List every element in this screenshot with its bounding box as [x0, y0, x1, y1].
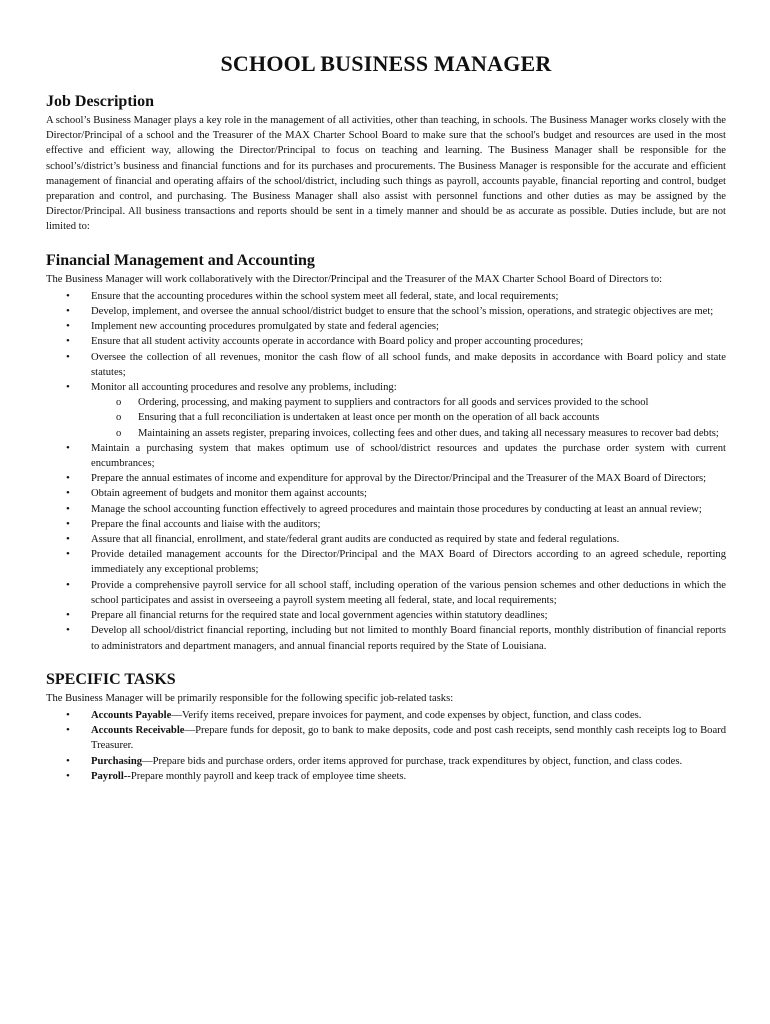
- list-item-text: Monitor all accounting procedures and resolve any problems, including:: [91, 382, 397, 394]
- list-item: • Provide detailed management accounts for the Director/Principal and the MAX Board of Directors according to an agreed schedule, reporting immediately any exceptional problems;: [46, 547, 726, 577]
- financial-intro: The Business Manager will work collaboratively with the Director/Principal and the Treasurer of the MAX Charter School Board of Directors to:: [46, 273, 663, 285]
- list-item: • Prepare all financial returns for the required state and local government agencies within statutory deadlines;: [46, 608, 726, 623]
- list-item: • Ensure that all student activity accounts operate in accordance with Board policy and proper accounting procedures;: [46, 334, 726, 349]
- task-label: Accounts Receivable: [91, 725, 185, 737]
- document-page: [46, 50, 726, 784]
- list-item: • Ensure that the accounting procedures within the school system meet all federal, state, and local requirements;: [46, 289, 726, 304]
- financial-heading: Financial Management and Accounting: [46, 251, 315, 269]
- list-item: [46, 723, 726, 753]
- sub-list-item: o Ordering, processing, and making payment to suppliers and contractors for all goods and services provided to the school: [91, 395, 726, 410]
- list-item: • Obtain agreement of budgets and monitor them against accounts;: [46, 486, 726, 501]
- specific-tasks-list: [46, 708, 726, 784]
- job-description-text: A school’s Business Manager plays a key role in the management of all activities, other than teaching, in schools. The Business Manager works closely with the Director/Principal of a school and the Treasurer of the MAX Charter School Board to make sure that the school's budget and resources are used in the most effective and efficient way, allowing the Director/Principal to focus on teaching and learning. The Business Manager shall be responsible for the school’s/district’s business and financial functions and for its purchases and procurements. The Business Manager is responsible for the accurate and efficient management of financial and operating affairs of the school/district, including such things as payroll, accounts payable, financial reporting and control, budget preparation and control, and purchasing. The Business Manager shall also assist with personnel functions and other duties as may be assigned by the Director/Principal. All business transactions and reports should be sent in a timely manner and should be as accurate as possible. Duties include, but are not limited to:: [46, 115, 726, 233]
- specific-tasks-section: [46, 670, 726, 784]
- list-item: • Oversee the collection of all revenues, monitor the cash flow of all school funds, and make deposits in accordance with Board policy and state statutes;: [46, 350, 726, 380]
- list-item: • Develop all school/district financial reporting, including but not limited to monthly Board financial reports, monthly distribution of financial reports to administrators and department managers, and annual financial reports required by the State of Louisiana.: [46, 623, 726, 653]
- list-item: [46, 769, 726, 784]
- list-item: • Prepare the final accounts and liaise with the auditors;: [46, 517, 726, 532]
- task-label: Purchasing: [91, 755, 143, 767]
- list-item: • Implement new accounting procedures promulgated by state and federal agencies;: [46, 319, 726, 334]
- sub-list-item: o Maintaining an assets register, preparing invoices, collecting fees and other dues, and taking all necessary measures to recover bad debts;: [91, 426, 726, 441]
- sub-list-item: o Ensuring that a full reconciliation is undertaken at least once per month on the operation of all back accounts: [91, 410, 726, 425]
- specific-tasks-heading: SPECIFIC TASKS: [46, 670, 176, 688]
- list-item: • Assure that all financial, enrollment, and state/federal grant audits are conducted as required by state and federal regulations.: [46, 532, 726, 547]
- list-item: • Develop, implement, and oversee the annual school/district budget to ensure that the school’s mission, operations, and strategic objectives are met;: [46, 304, 726, 319]
- document-title: SCHOOL BUSINESS MANAGER: [220, 51, 552, 76]
- task-text: Prepare monthly payroll and keep track of employee time sheets.: [130, 770, 407, 782]
- task-text: —Prepare bids and purchase orders, order items approved for purchase, track expenditures by object, function, and class codes.: [142, 755, 683, 767]
- task-label: Accounts Payable: [91, 709, 172, 721]
- task-label: Payroll--: [91, 770, 131, 782]
- list-item: • Maintain a purchasing system that makes optimum use of school/district resources and updates the purchase order system with current encumbrances;: [46, 441, 726, 471]
- list-item: • Provide a comprehensive payroll service for all school staff, including operation of the various pension schemes and other deductions in which the school participates and assist in overseeing a payroll system meeting all federal, state, and local requirements;: [46, 578, 726, 608]
- task-text: —Prepare funds for deposit, go to bank to make deposits, code and post cash receipts, send monthly cash receipts log to Board Treasurer.: [91, 725, 727, 752]
- financial-list: [46, 289, 726, 654]
- task-text: —Verify items received, prepare invoices for payment, and code expenses by object, function, and class codes.: [171, 709, 642, 721]
- sub-list: [91, 395, 726, 441]
- specific-tasks-intro: The Business Manager will be primarily responsible for the following specific job-related tasks:: [46, 692, 454, 704]
- list-item: [46, 708, 726, 723]
- job-description-section: [46, 92, 726, 235]
- job-description-heading: Job Description: [46, 93, 154, 110]
- list-item-with-subitems: [46, 380, 726, 441]
- financial-section: [46, 251, 726, 654]
- list-item: • Prepare the annual estimates of income and expenditure for approval by the Director/Principal and the Treasurer of the MAX Board of Directors;: [46, 471, 726, 486]
- list-item: • Manage the school accounting function effectively to agreed procedures and maintain those procedures by conducting at least an annual review;: [46, 502, 726, 517]
- list-item: [46, 754, 726, 769]
